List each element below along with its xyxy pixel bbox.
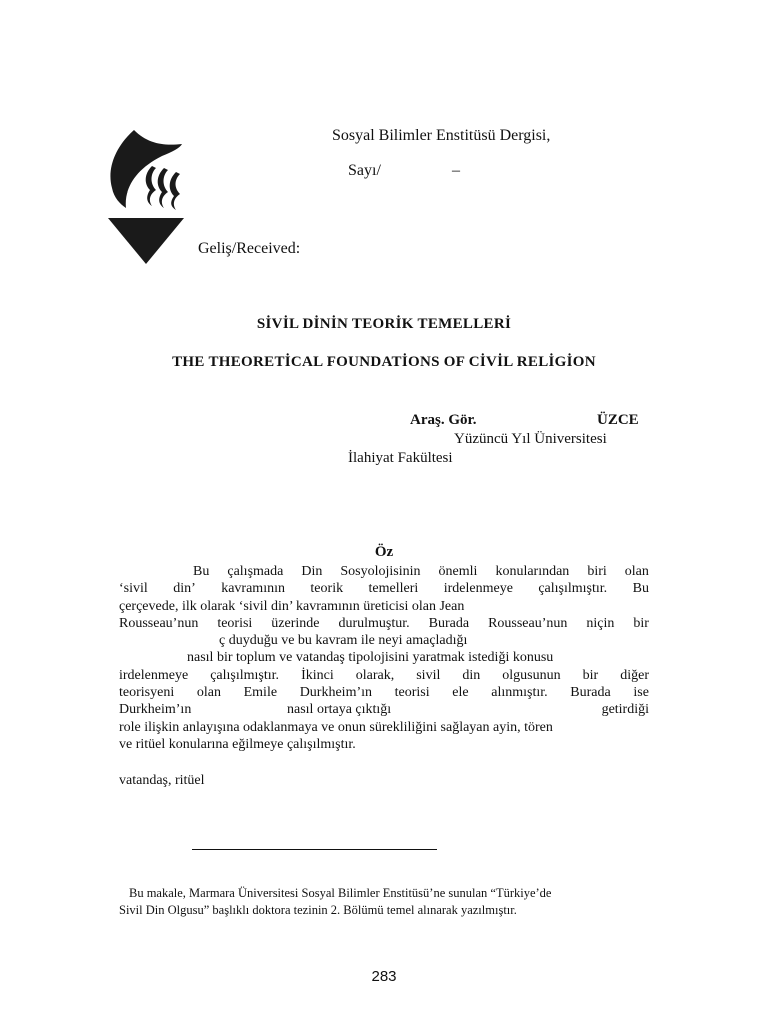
abstract-line-1: Bu çalışmada Din Sosyolojisinin önemli konularından biri olan — [193, 564, 649, 579]
abstract-body — [119, 563, 649, 753]
article-title-turkish: SİVİL DİNİN TEORİK TEMELLERİ — [256, 316, 512, 332]
issue-dash: – — [452, 162, 460, 179]
footnote-divider — [192, 849, 437, 850]
article-title-english: THE THEORETİCAL FOUNDATİONS OF CİVİL RELİGİON — [172, 354, 596, 370]
keywords: vatandaş, ritüel — [119, 773, 205, 788]
received-label: Geliş/Received: — [198, 240, 301, 257]
abstract-heading: Öz — [374, 544, 394, 560]
journal-name: Sosyal Bilimler Enstitüsü Dergisi, — [332, 127, 551, 144]
abstract-line-11: ve ritüel konularına eğilmeye çalışılmıştır. — [119, 736, 356, 752]
abstract-line-6: nasıl bir toplum ve vatandaş tipolojisini yaratmak istediği konusu — [187, 650, 554, 666]
abstract-line-2: ‘sivil din’ kavramının teorik temelleri irdelenmeye çalışılmıştır. Bu — [119, 581, 649, 597]
abstract-line-4: Rousseau’nun teorisi üzerinde durulmuştur. Burada Rousseau’nun niçin bir — [119, 615, 649, 631]
footnote-line-1: Bu makale, Marmara Üniversitesi Sosyal Bilimler Enstitüsü’ne sunulan “Türkiye’de — [129, 886, 552, 900]
author-surname: ÜZCE — [597, 412, 639, 428]
footnote — [119, 885, 664, 919]
author-faculty: İlahiyat Fakültesi — [348, 450, 453, 466]
footnote-line-2: Sivil Din Olgusu” başlıklı doktora tezinin 2. Bölümü temel alınarak yazılmıştır. — [119, 903, 517, 917]
author-university: Yüzüncü Yıl Üniversitesi — [454, 431, 607, 447]
abstract-line-7: irdelenmeye çalışılmıştır. İkinci olarak, sivil din olgusunun bir diğer — [119, 667, 649, 683]
abstract-line-3: çerçevede, ilk olarak ‘sivil din’ kavramının üreticisi olan Jean — [119, 598, 465, 614]
author-title: Araş. Gör. — [410, 412, 477, 428]
abstract-line-8: teorisyeni olan Emile Durkheim’ın teorisi ele alınmıştır. Burada ise — [119, 685, 649, 701]
abstract-line-9: Durkheim’ın nasıl ortaya çıktığı getirdiği — [119, 702, 649, 718]
abstract-line-5: ç duyduğu ve bu kavram ile neyi amaçladığı — [219, 633, 468, 649]
page-number: 283 — [371, 968, 397, 985]
journal-flame-logo-icon — [104, 126, 188, 266]
abstract-line-10: role ilişkin anlayışına odaklanmaya ve onun sürekliliğini sağlayan ayin, tören — [119, 719, 553, 735]
issue-label: Sayı/ — [348, 162, 381, 179]
